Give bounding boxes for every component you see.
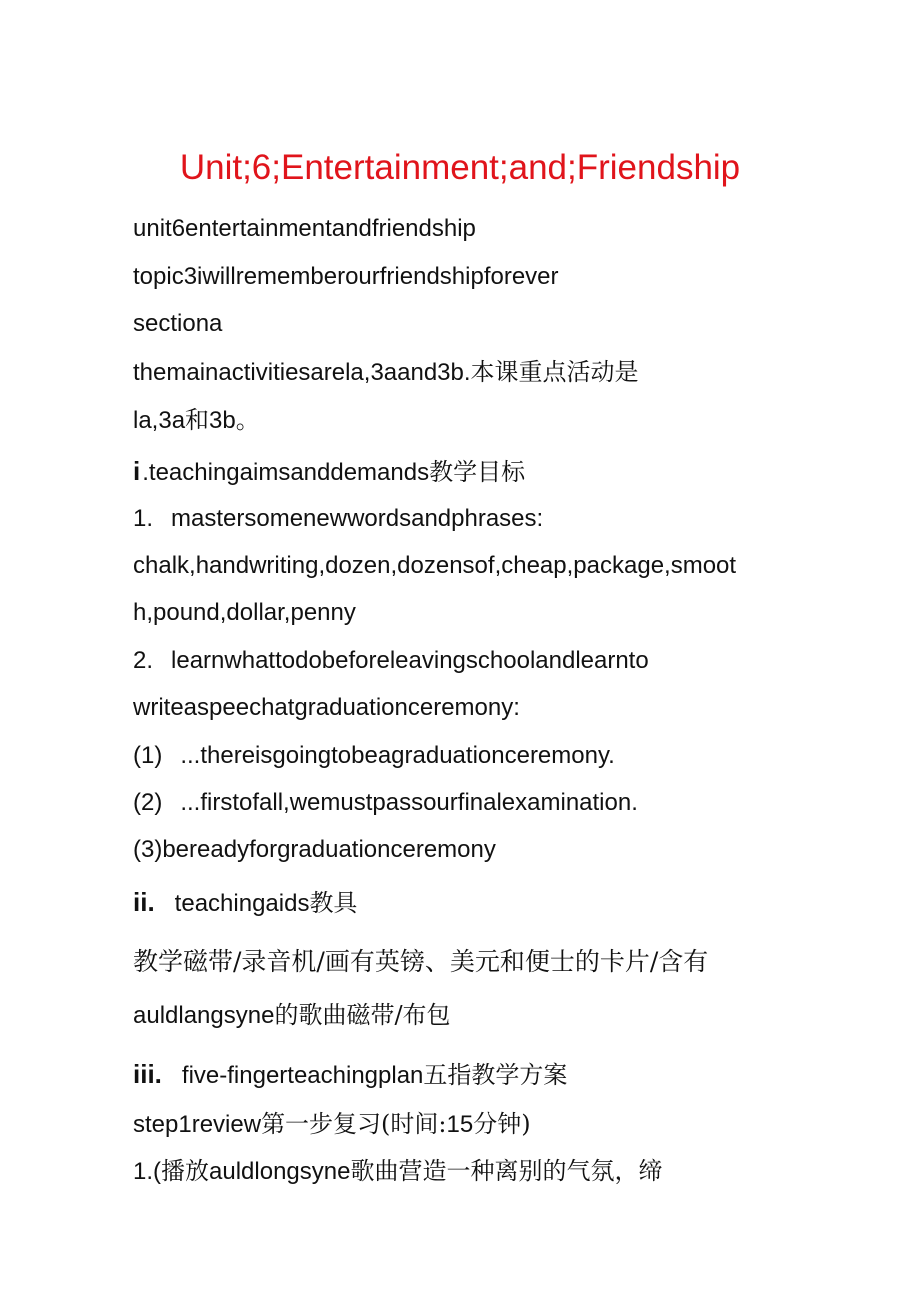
- aims-chinese: 教学目标: [429, 458, 526, 486]
- document-title: Unit;6;Entertainment;and;Friendship: [179, 148, 741, 187]
- sub-text: ...thereisgoingtobeagraduationceremony.: [180, 742, 615, 769]
- activities-chinese: 本课重点活动是: [470, 358, 639, 386]
- section-number: iii.: [133, 1059, 162, 1089]
- sub-number: (2): [133, 789, 163, 816]
- text-line-step1-item: [133, 1155, 662, 1188]
- text-line-words-cont: h,pound,dollar,penny: [133, 599, 356, 626]
- sub-text: ...firstofall,wemustpassourfinalexamination.: [180, 789, 638, 816]
- sub-item-2: [133, 787, 638, 819]
- text-line-speech: writeaspeechatgraduationceremony:: [133, 694, 520, 721]
- aids-chinese: 教具: [309, 889, 358, 917]
- item-play: 播放: [161, 1157, 210, 1185]
- list-number: 1.: [133, 505, 154, 532]
- activities-last: 3b: [209, 407, 236, 434]
- step-english: step1review: [133, 1111, 262, 1138]
- activities-list: la,3a: [133, 407, 186, 434]
- activities-period: 。: [235, 406, 260, 434]
- section-heading-aims: [133, 455, 525, 489]
- step-chinese: 第一步复习(时间:: [261, 1110, 447, 1138]
- item-desc: 歌曲营造一种离别的气氛，缔: [350, 1157, 663, 1185]
- step-minutes: 15: [446, 1111, 474, 1138]
- section-heading-aids: [133, 886, 357, 920]
- aids-cont-chinese: 的歌曲磁带/布包: [274, 1001, 451, 1029]
- plan-chinese: 五指教学方案: [423, 1061, 568, 1089]
- activities-english: themainactivitiesarela,3aand3b.: [133, 359, 471, 386]
- text-line-unit: unit6entertainmentandfriendship: [133, 215, 476, 242]
- item-number: 1.(: [133, 1158, 162, 1185]
- step-unit: 分钟): [473, 1110, 531, 1138]
- activities-and: 和: [185, 406, 210, 434]
- list-item-2: [133, 645, 649, 677]
- aims-english: .teachingaimsanddemands: [142, 459, 430, 486]
- text-line-aids-cont: [133, 999, 451, 1032]
- sub-item-3: (3)bereadyforgraduationceremony: [133, 836, 496, 863]
- plan-english: five-fingerteachingplan: [181, 1062, 424, 1089]
- song-name: auldlangsyne: [133, 1002, 275, 1029]
- text-line-aids-list: 教学磁带/录音机/画有英镑、美元和便士的卡片/含有: [133, 947, 709, 976]
- list-text: learnwhattodobeforeleavingschoolandlearnto: [171, 647, 649, 674]
- text-line-words: chalk,handwriting,dozen,dozensof,cheap,package,smoot: [133, 552, 737, 579]
- text-line-step1: [133, 1108, 531, 1141]
- text-line-topic: topic3iwillrememberourfriendshipforever: [133, 263, 559, 290]
- text-line-section: sectiona: [133, 310, 223, 337]
- item-song: auldlongsyne: [209, 1158, 351, 1185]
- section-number: i: [133, 456, 141, 486]
- sub-number: (1): [133, 742, 163, 769]
- list-number: 2.: [133, 647, 154, 674]
- aids-english: teachingaids: [174, 890, 310, 917]
- sub-item-1: [133, 740, 615, 772]
- text-line-activities-cont: [133, 404, 260, 437]
- list-text: mastersomenewwordsandphrases:: [171, 505, 544, 532]
- list-item-1: [133, 503, 543, 535]
- section-number: ii.: [133, 887, 155, 917]
- section-heading-plan: [133, 1058, 567, 1092]
- text-line-activities: [133, 356, 639, 389]
